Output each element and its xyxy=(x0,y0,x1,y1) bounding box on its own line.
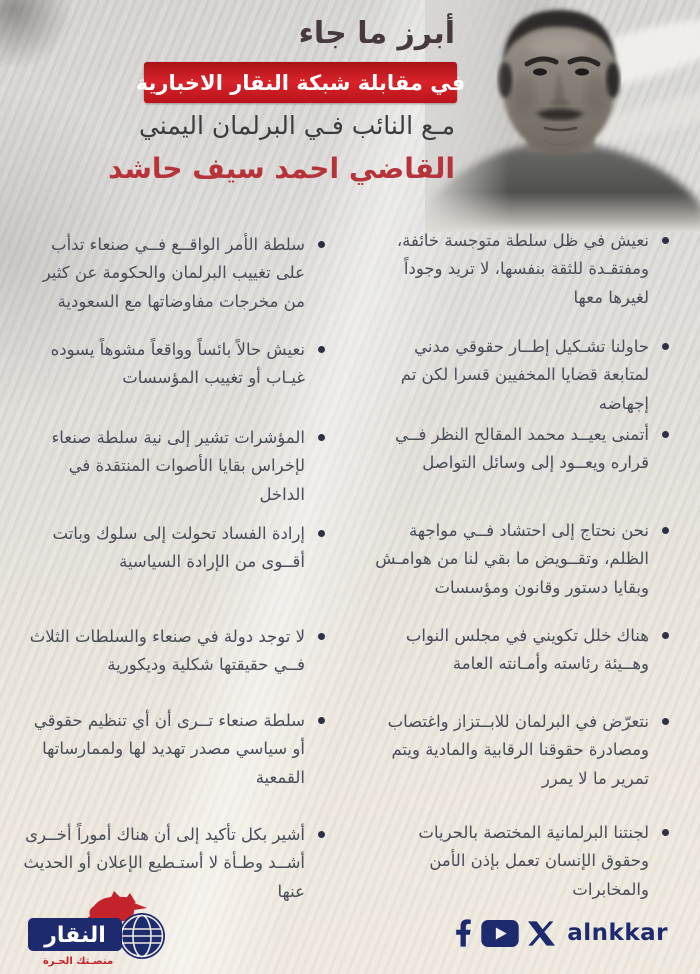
bullet-icon xyxy=(662,527,669,534)
quote-text: لجنتنا البرلمانية المختصة بالحريات وحقوق الإنسان تعمل بإذن الأمن والمخابرات xyxy=(418,823,649,899)
page-title: أبرز ما جاء xyxy=(298,16,455,51)
youtube-icon xyxy=(481,920,519,947)
bullet-icon xyxy=(318,434,325,441)
quote-item xyxy=(20,336,326,393)
bullet-icon xyxy=(318,241,325,248)
quote-item xyxy=(368,622,670,679)
quote-text: أشير بكل تأكيد إلى أن هناك أموراً أخــرى أشــد وطـأة لا أستـطيع الإعلان أو الحديث عنها xyxy=(23,825,305,901)
quote-item xyxy=(368,708,670,793)
naqqar-logo xyxy=(26,891,176,971)
bullet-icon xyxy=(318,831,325,838)
logo-wordmark: النقار xyxy=(44,923,106,948)
social-handle: alnkkar xyxy=(567,920,668,946)
quotes-column-right xyxy=(368,215,670,899)
quote-text: نعيش في ظل سلطة متوجسة خائفة، ومفتقـدة للثقة بنفسها، لا تريد وجوداً لغيرها معها xyxy=(396,231,649,307)
quote-text: نتعرّض في البرلمان للابــتزاز واغتصاب ومصادرة حقوقنا الرقابية والمادية ويتم تمرير ما لا يمرر xyxy=(387,712,649,788)
bullet-icon xyxy=(662,632,669,639)
quote-text: نعيش حالاً بائساً وواقعاً مشوهاً يسوده غيـاب أو تغييب المؤسسات xyxy=(50,340,305,388)
bullet-icon xyxy=(662,431,669,438)
quote-text: أتمنى يعيــد محمد المقالح النظر فــي قراره ويعــود إلى وسائل التواصل xyxy=(395,425,649,473)
facebook-icon xyxy=(455,919,472,947)
quote-item xyxy=(368,333,670,418)
x-icon xyxy=(528,920,555,947)
bullet-icon xyxy=(318,530,325,537)
quote-item xyxy=(368,421,670,478)
quote-text: سلطة صنعاء تــرى أن أي تنظيم حقوقي أو سياسي مصدر تهديد لها ولممارساتها القمعية xyxy=(33,711,305,787)
quote-text: حاولنا تشـكيل إطــار حقوقي مدني لمتابعة قضايا المخفيين قسرا لكن تم إجهاضه xyxy=(400,337,649,413)
quote-text: نحن نحتاج إلى احتشاد فــي مواجهة الظلم، وتقــويض ما بقي لنا من هوامـش وبقايا دستور وقانون ومؤسسات xyxy=(375,521,649,597)
quote-item xyxy=(368,517,670,602)
page-subtitle: مـع النائب فـي البرلمان اليمني xyxy=(138,111,455,140)
quote-item xyxy=(20,520,326,577)
quotes-column-left xyxy=(20,215,326,901)
globe-icon xyxy=(119,913,165,959)
quote-item xyxy=(20,231,326,316)
bullet-icon xyxy=(318,717,325,724)
quote-item xyxy=(368,227,670,312)
quote-item xyxy=(20,707,326,792)
logo-tagline: منصـتك الحـرة xyxy=(42,956,114,967)
quote-item xyxy=(20,623,326,680)
bullet-icon xyxy=(662,237,669,244)
social-bar xyxy=(455,916,668,950)
quote-text: سلطة الأمر الواقــع فــي صنعاء تدأب على تغييب البرلمان والحكومة عن كثير من مخرجات مفاوضاتها مع السعودية xyxy=(42,235,305,311)
bullet-icon xyxy=(318,346,325,353)
quote-text: إرادة الفساد تحولت إلى سلوك وباتت أقــوى من الإرادة السياسية xyxy=(52,524,305,572)
network-badge xyxy=(135,62,466,103)
quote-text: المؤشرات تشير إلى نية سلطة صنعاء لإخراس بقايا الأصوات المنتقدة في الداخل xyxy=(51,428,305,504)
bullet-icon xyxy=(318,633,325,640)
quote-text: هناك خلل تكويني في مجلس النواب وهــيئة رئاسته وأمـانته العامة xyxy=(405,626,649,674)
quote-item xyxy=(368,819,670,904)
bullet-icon xyxy=(662,343,669,350)
portrait-photo xyxy=(425,0,700,232)
bullet-icon xyxy=(662,829,669,836)
network-badge-label: في مقابلة شبكة النقار الاخبارية xyxy=(135,70,466,95)
quote-item xyxy=(20,424,326,509)
bullet-icon xyxy=(662,718,669,725)
quotes-section xyxy=(0,215,700,901)
quote-text: لا توجد دولة في صنعاء والسلطات الثلاث فــي حقيقتها شكلية وديكورية xyxy=(29,627,305,675)
guest-name: القاضي احمد سيف حاشد xyxy=(108,152,455,185)
